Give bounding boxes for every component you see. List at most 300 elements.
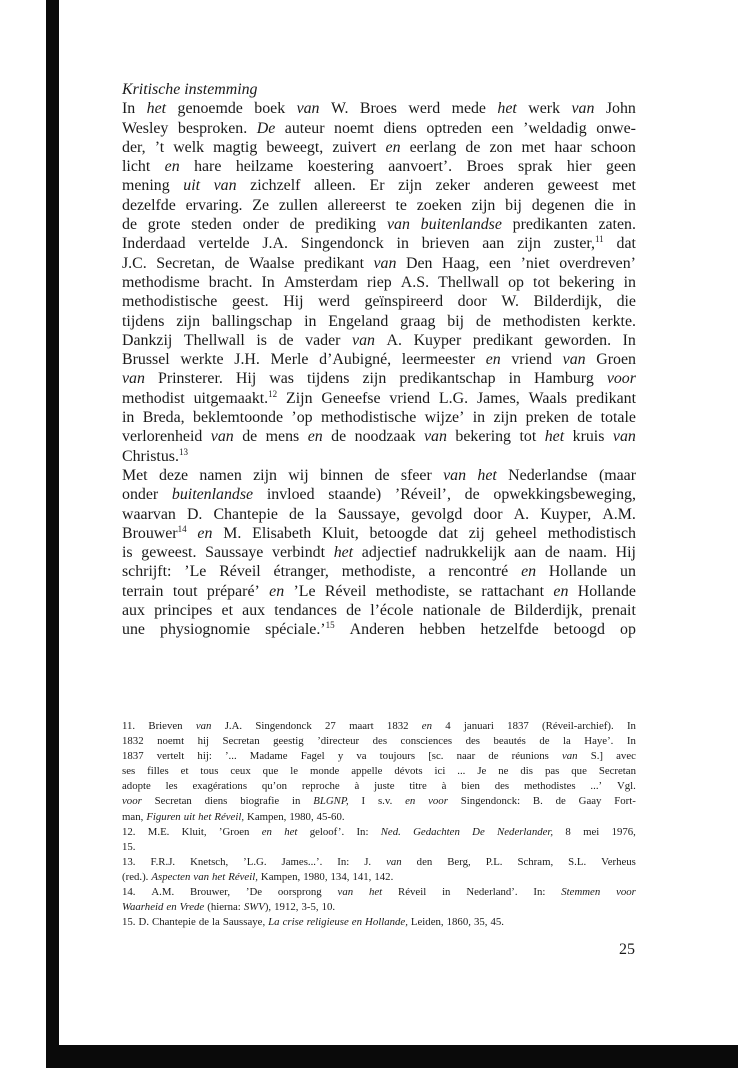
word: zon	[489, 138, 513, 156]
word: Merle	[270, 351, 309, 369]
word: van	[386, 216, 410, 234]
word: voor	[428, 795, 448, 808]
word: toujours	[379, 750, 416, 763]
word: ’op	[291, 409, 313, 427]
word: Hij	[615, 544, 636, 562]
word: van	[195, 720, 212, 732]
word: Secretan	[598, 765, 636, 778]
word: Brouwer,	[189, 886, 231, 899]
word: noodzaak	[354, 428, 416, 446]
word: de	[475, 312, 491, 330]
word: La	[268, 916, 280, 929]
word: welk	[173, 138, 205, 156]
text-line	[122, 196, 636, 215]
word: zullen	[278, 196, 318, 214]
word: Fort-	[614, 795, 636, 808]
word: In	[622, 331, 636, 349]
word: W.	[501, 293, 519, 311]
word: Nederlander,	[497, 825, 554, 838]
word: In	[626, 720, 636, 732]
word: Bilderdijk,	[533, 293, 602, 311]
word: de	[577, 409, 593, 427]
word: degenen	[531, 196, 585, 214]
word: le	[290, 765, 298, 778]
word: zijn	[362, 370, 387, 388]
word: prenait	[591, 602, 636, 620]
word: juste	[374, 780, 395, 793]
word: met	[521, 138, 546, 156]
word: 1976,	[611, 825, 636, 838]
word: filles	[147, 765, 169, 778]
word: de	[490, 602, 506, 620]
word: Vgl.	[616, 780, 636, 793]
word: door	[473, 505, 503, 523]
word: Saussaye,	[337, 505, 400, 523]
word: den	[416, 855, 433, 868]
text-line	[122, 620, 636, 639]
word: geworden.	[544, 331, 612, 349]
word: y	[337, 750, 344, 763]
word: namen	[199, 466, 242, 484]
word: 1832	[122, 735, 144, 748]
word: 15.	[122, 840, 136, 853]
word: un	[620, 563, 636, 581]
word: zijn	[398, 177, 422, 195]
footnote-line	[122, 734, 636, 749]
word: d’Aubigné,	[319, 351, 392, 369]
word: Breda,	[142, 409, 185, 427]
word: is	[256, 331, 267, 349]
text-line	[122, 408, 636, 427]
word: SWV),	[243, 901, 272, 914]
word: de	[289, 505, 305, 523]
word: tijdens	[307, 370, 350, 388]
word: J.H.	[234, 351, 260, 369]
word: qu’on	[261, 780, 288, 793]
word: Nederlandse	[508, 466, 588, 484]
word: 1912,	[274, 901, 299, 914]
word: werk	[528, 100, 561, 118]
word: gevolgd	[411, 505, 463, 523]
word: methodistes	[523, 780, 576, 793]
word: Amsterdam	[283, 273, 358, 291]
word: predikant	[575, 389, 636, 407]
word: In	[122, 100, 136, 118]
scan-border-bottom	[46, 1045, 738, 1068]
word: methodiste,	[375, 582, 450, 600]
word: Fagel	[300, 750, 325, 763]
word: biografie	[240, 795, 280, 808]
word: uit	[183, 177, 201, 195]
word: mei	[583, 825, 600, 838]
word: de	[465, 138, 481, 156]
word: en	[197, 524, 213, 542]
word: anderen	[483, 177, 534, 195]
text-line	[122, 99, 636, 118]
word: et	[221, 602, 233, 620]
word: Vrede	[179, 901, 205, 914]
word: Saussaye,	[222, 916, 266, 929]
word: F.R.J.	[150, 855, 176, 868]
word: van	[443, 466, 467, 484]
word: zuster,$^{11}$	[553, 234, 604, 253]
word: J.A.	[262, 235, 288, 253]
word: (hierna:	[207, 901, 241, 914]
word: ceux	[230, 765, 251, 778]
word: Haye’.	[584, 735, 614, 748]
word: rattachant	[481, 582, 545, 600]
word: vriend	[389, 389, 431, 407]
word: en	[405, 795, 416, 808]
text-line	[122, 543, 636, 562]
word: des	[372, 735, 388, 748]
footnote-line	[122, 794, 636, 809]
word: adjectief	[361, 544, 417, 562]
word: riep	[367, 273, 392, 291]
word: voor	[606, 370, 636, 388]
word: bij	[505, 196, 522, 214]
word: reproche	[301, 780, 340, 793]
word: in	[292, 795, 301, 808]
word: s.v.	[377, 795, 393, 808]
word: wijze’	[424, 409, 465, 427]
word: zuivert	[332, 138, 377, 156]
footnote-line	[122, 764, 636, 779]
word: A.S.	[400, 273, 430, 291]
word: boek	[254, 100, 286, 118]
word: uit	[183, 810, 196, 823]
word: De	[256, 119, 276, 137]
word: 1832	[386, 720, 409, 732]
word: Hamburg	[534, 370, 594, 388]
word: te	[395, 196, 407, 214]
word: vader	[305, 331, 341, 349]
word: Hollande	[548, 563, 608, 581]
word: de	[555, 795, 566, 808]
word: sfeer	[400, 466, 432, 484]
footnote-line	[122, 719, 636, 734]
word: van	[210, 428, 234, 446]
word: in	[122, 409, 135, 427]
word: Engeland	[328, 312, 389, 330]
footnote-line	[122, 779, 636, 794]
word: en	[351, 916, 362, 929]
word: P.L.	[485, 855, 503, 868]
footnote-line	[122, 825, 636, 840]
word: Berg,	[447, 855, 471, 868]
word: tous	[200, 765, 219, 778]
word: predikant	[472, 331, 533, 349]
word: geen	[606, 158, 636, 176]
word: vertelde	[198, 235, 250, 253]
text-line	[122, 119, 636, 138]
word: Elisabeth	[252, 524, 312, 542]
word: Brussel	[122, 351, 170, 369]
word: Madame	[249, 750, 288, 763]
word: In:	[337, 855, 350, 868]
word: 45-60.	[316, 810, 345, 823]
word: Kampen,	[260, 870, 301, 883]
word: mede	[451, 100, 486, 118]
word: de	[346, 602, 362, 620]
word: des	[465, 735, 480, 748]
word: nadrukkelijk	[425, 544, 506, 562]
word: grote	[147, 216, 181, 234]
word: Kuyper,	[540, 505, 592, 523]
word: Singendonck:	[460, 795, 521, 808]
word: de	[464, 486, 480, 504]
word: alleen.	[314, 177, 356, 195]
word: haar	[554, 138, 582, 156]
word: noemt	[157, 735, 185, 748]
word: ...	[457, 765, 466, 778]
word: ballingschap	[211, 312, 293, 330]
word: J.	[364, 855, 372, 868]
footnote-line	[122, 810, 636, 825]
word: onder	[242, 216, 279, 234]
word: van	[296, 100, 320, 118]
text-line	[122, 254, 636, 273]
word: van	[193, 870, 209, 883]
word: Wesley	[122, 119, 169, 137]
word: buitenlandse	[171, 486, 254, 504]
word: een	[488, 254, 512, 272]
word: methodistische	[320, 409, 417, 427]
word: Gaay	[578, 795, 602, 808]
word: en	[164, 158, 180, 176]
word: de	[289, 216, 305, 234]
word: de	[488, 750, 499, 763]
word: brieven	[421, 235, 470, 253]
word: en	[385, 138, 401, 156]
word: aux	[242, 602, 266, 620]
word: en	[553, 582, 569, 600]
word: Dankzij	[122, 331, 173, 349]
word: mens	[265, 428, 300, 446]
word: verbindt	[272, 544, 326, 562]
word: diens	[383, 119, 417, 137]
word: 10.	[321, 901, 336, 914]
text-line	[122, 331, 636, 350]
word: zij	[468, 524, 485, 542]
word: ’Le	[293, 582, 316, 600]
word: sprak	[518, 158, 553, 176]
word: was	[269, 370, 294, 388]
word: physiognomie	[160, 621, 251, 639]
word: waarvan	[122, 505, 176, 523]
word: 14.	[122, 886, 136, 899]
word: vriend	[511, 351, 552, 369]
word: bij	[447, 312, 465, 330]
word: D.	[186, 505, 203, 523]
word: James...’.	[281, 855, 323, 868]
word: 35,	[473, 916, 488, 929]
word: de	[278, 331, 294, 349]
word: geloof’.	[309, 825, 345, 838]
word: (Réveil-archief).	[542, 720, 614, 732]
word: Réveil	[398, 886, 427, 899]
word: de	[544, 544, 560, 562]
word: het	[198, 810, 212, 823]
word: étranger,	[273, 563, 329, 581]
word: binnen	[319, 466, 364, 484]
word: Secretan,	[156, 254, 215, 272]
text-line	[122, 427, 636, 446]
word: Zijn	[286, 389, 313, 407]
word: de	[374, 466, 390, 484]
word: Aspecten	[151, 870, 191, 883]
word: monde	[309, 765, 340, 778]
text-line	[122, 582, 636, 601]
body-paragraphs	[122, 99, 636, 639]
word: 3-5,	[301, 901, 319, 914]
word: bekering	[558, 273, 615, 291]
word: Secretan	[154, 795, 192, 808]
word: de	[331, 428, 347, 446]
word: M.	[223, 524, 242, 542]
word: Saussaye	[205, 544, 264, 562]
word: M.E.	[147, 825, 170, 838]
word: Prinsterer.	[158, 370, 223, 388]
word: Singendonck	[255, 720, 312, 732]
text-line	[122, 234, 636, 253]
word: Leiden,	[410, 916, 444, 929]
word: In:	[533, 886, 546, 899]
word: spéciale.’$^{15}$	[265, 620, 335, 639]
word: Schram,	[517, 855, 554, 868]
word: Kampen,	[247, 810, 287, 823]
word: mening	[122, 177, 170, 195]
text-line	[122, 292, 636, 311]
word: ’weldadig	[523, 119, 587, 137]
word: W.	[330, 100, 349, 118]
word: methodisten	[502, 312, 581, 330]
word: Verheus	[601, 855, 636, 868]
text-line	[122, 485, 636, 504]
word: en	[261, 825, 272, 838]
word: van	[213, 177, 237, 195]
word: Kluit,	[181, 825, 207, 838]
word: zeker	[435, 177, 470, 195]
word: aanvoert’.	[388, 158, 453, 176]
word: à	[354, 780, 360, 793]
word: nationale	[422, 602, 481, 620]
word: schrijft:	[122, 563, 172, 581]
word: methodistische	[122, 293, 218, 311]
word: met	[612, 177, 636, 195]
word: 1860,	[446, 916, 471, 929]
word: 45.	[490, 916, 504, 929]
word: geheel	[495, 524, 537, 542]
word: het	[368, 886, 383, 899]
word: terrain	[122, 582, 164, 600]
word: steden	[191, 216, 232, 234]
word: op	[508, 273, 524, 291]
word: 1980,	[303, 870, 328, 883]
word: in	[508, 370, 521, 388]
word: schoon	[590, 138, 636, 156]
word: overdreven’	[559, 254, 636, 272]
word: Knetsch,	[190, 855, 229, 868]
word: Réveil,	[214, 810, 245, 823]
word: ’Groen	[218, 825, 250, 838]
word: A.M.	[602, 505, 636, 523]
word: Hij	[235, 370, 257, 388]
word: bekering	[455, 428, 512, 446]
word: beweegt,	[266, 138, 324, 156]
word: het	[146, 100, 167, 118]
word: van	[423, 428, 447, 446]
word: diens	[204, 795, 228, 808]
word: en	[307, 428, 323, 446]
word: heilzame	[235, 158, 294, 176]
word: van	[561, 750, 578, 763]
word: Waals	[528, 389, 568, 407]
word: in	[623, 196, 636, 214]
word: crise	[282, 916, 304, 929]
word: ses	[122, 765, 136, 778]
word: la	[563, 735, 571, 748]
word: la	[315, 505, 327, 523]
word: werkte	[180, 351, 224, 369]
word: van	[337, 886, 354, 899]
word: De	[472, 825, 485, 838]
word: onder	[122, 486, 159, 504]
word: der,	[122, 138, 146, 156]
word: va	[356, 750, 367, 763]
word: ervaring.	[185, 196, 243, 214]
word: Hollande	[577, 582, 636, 600]
word: 12.	[122, 825, 136, 838]
word: optreden	[426, 119, 482, 137]
word: ’t	[154, 138, 165, 156]
word: noemt	[334, 119, 374, 137]
word: ici	[434, 765, 446, 778]
word: hare	[194, 158, 222, 176]
footnotes	[122, 719, 636, 930]
word: dis	[520, 765, 533, 778]
footnote-line	[122, 870, 636, 885]
word: koestering	[307, 158, 374, 176]
word: hier	[566, 158, 592, 176]
word: geweest	[547, 177, 599, 195]
word: van	[612, 428, 636, 446]
word: aan	[514, 544, 537, 562]
word: A.	[513, 505, 530, 523]
word: Met	[122, 466, 148, 484]
word: besproken.	[177, 119, 248, 137]
word: in	[623, 273, 636, 291]
word: Thellwall	[183, 331, 245, 349]
word: predikantschap	[399, 370, 496, 388]
word: het	[212, 870, 226, 883]
word: A.M.	[151, 886, 175, 899]
word: Stemmen	[561, 886, 601, 899]
word: et	[180, 765, 189, 778]
word: zijn	[493, 409, 518, 427]
word: beautés	[493, 735, 526, 748]
word: allereerst	[327, 196, 386, 214]
word: kerkte.	[592, 312, 636, 330]
word: 1837	[122, 750, 144, 763]
page-number: 25	[619, 941, 635, 958]
word: Brieven	[148, 720, 183, 732]
word: geïnspireerd	[364, 293, 444, 311]
word: J.A.	[224, 720, 243, 732]
word: L.G.	[438, 389, 469, 407]
word: religieuse	[306, 916, 349, 929]
word: In:	[356, 825, 369, 838]
